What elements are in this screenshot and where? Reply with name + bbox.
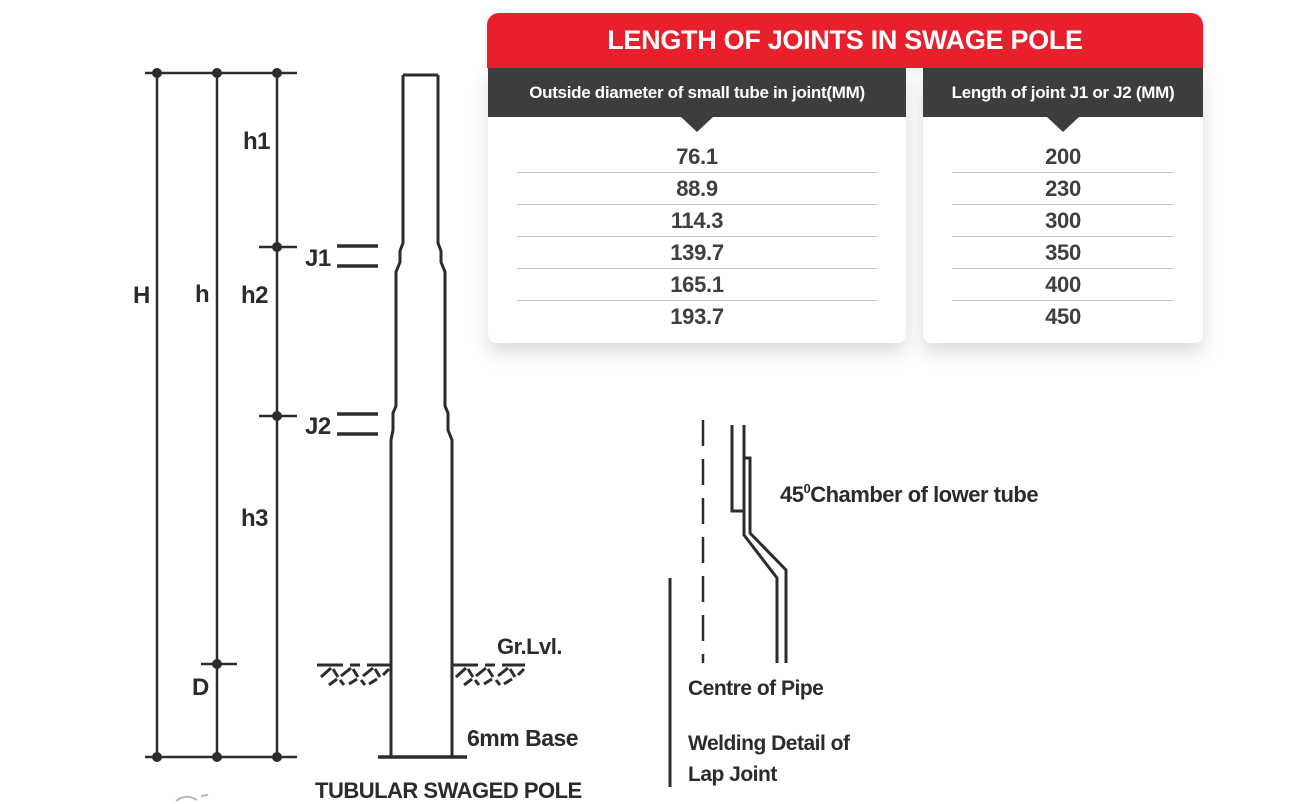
table-row: 300 (952, 205, 1174, 237)
table-row: 450 (1045, 304, 1081, 329)
dimension-lines (145, 68, 297, 762)
chamfer-angle: 45 (780, 482, 804, 507)
table-row: 114.3 (517, 205, 877, 237)
dim-label-h2: h2 (241, 282, 269, 309)
joint-length-rows (923, 117, 1203, 343)
partial-watermark (176, 795, 208, 801)
diameter-column-card (488, 68, 906, 343)
table-row: 139.7 (517, 237, 877, 269)
diameter-header-text: Outside diameter of small tube in joint(MM) (529, 82, 865, 102)
welding-caption-line2: Lap Joint (688, 763, 777, 786)
centre-of-pipe-label: Centre of Pipe (688, 677, 824, 700)
ground-level-label: Gr.Lvl. (497, 634, 562, 659)
joint-length-column-card (923, 68, 1203, 343)
dim-label-h: h (195, 281, 210, 308)
pole-caption: TUBULAR SWAGED POLE (315, 778, 582, 803)
chamfer-degree-sup: 0 (803, 481, 811, 496)
chamfer-text: Chamber of lower tube (810, 482, 1039, 507)
welding-caption (688, 728, 849, 790)
table-row: 230 (952, 173, 1174, 205)
welding-caption-line1: Welding Detail of (688, 732, 850, 755)
joint-length-header-text: Length of joint J1 or J2 (MM) (951, 82, 1175, 102)
table-row: 400 (952, 269, 1174, 301)
dim-label-H: H (133, 282, 150, 309)
triangle-down-icon (1047, 117, 1079, 132)
chamfer-label (780, 481, 1039, 507)
dim-label-h3: h3 (241, 505, 269, 532)
dim-label-D: D (192, 674, 209, 701)
table-row: 193.7 (670, 304, 724, 329)
ground-hatch-left (317, 665, 390, 685)
table-row: 200 (952, 141, 1174, 173)
diameter-rows (488, 117, 906, 343)
table-title-banner (487, 13, 1203, 68)
table-title: LENGTH OF JOINTS IN SWAGE POLE (607, 25, 1083, 55)
base-label: 6mm Base (467, 725, 579, 751)
dim-label-h1: h1 (243, 128, 271, 155)
table-row: 88.9 (517, 173, 877, 205)
pole-outline (378, 75, 467, 757)
diameter-column-header (488, 68, 906, 117)
joint-marker-icons (337, 246, 378, 434)
joint-length-column-header (923, 68, 1203, 117)
triangle-down-icon (681, 117, 713, 132)
table-row: 350 (952, 237, 1174, 269)
ground-hatch-right (452, 665, 525, 685)
joint-label-J2: J2 (305, 413, 331, 440)
table-row: 165.1 (517, 269, 877, 301)
table-row: 76.1 (517, 141, 877, 173)
joint-label-J1: J1 (305, 245, 331, 272)
